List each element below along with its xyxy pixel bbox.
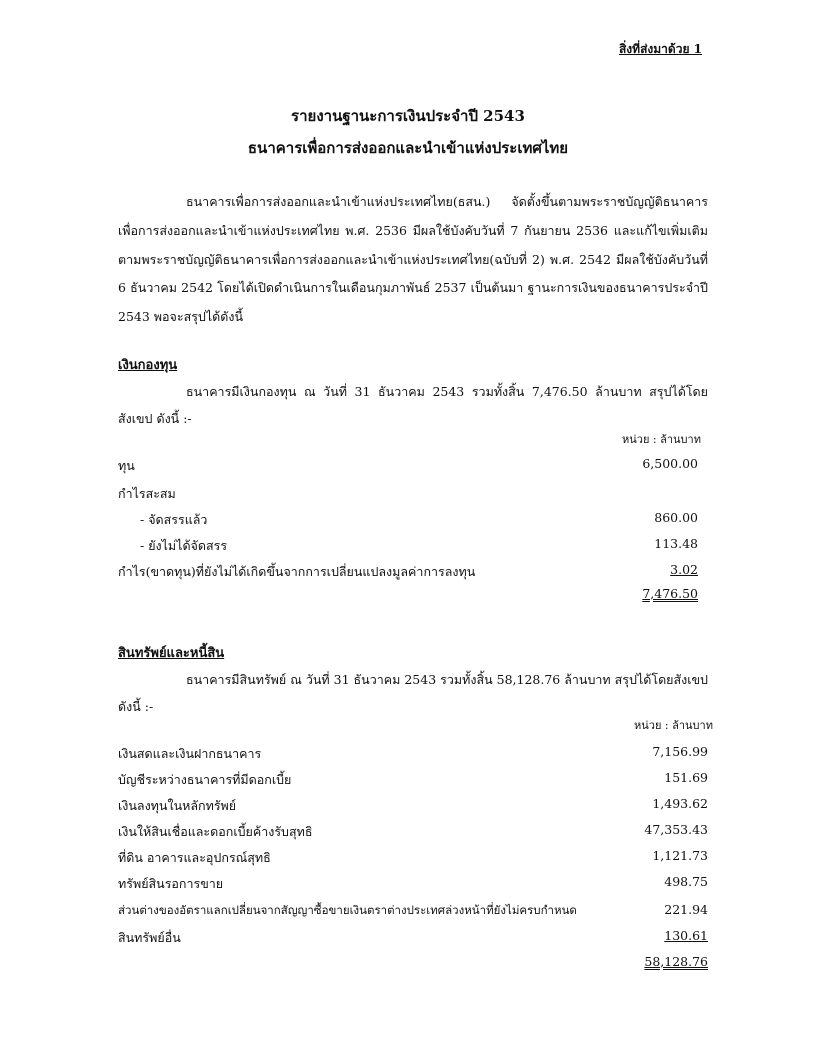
row-label: ส่วนต่างของอัตราแลกเปลี่ยนจากสัญญาซื้อขายเงินตราต่างประเทศล่วงหน้าที่ยังไม่ครบกำหนด <box>118 903 577 917</box>
row-label: เงินสดและเงินฝากธนาคาร <box>118 746 262 761</box>
capital-row <box>118 456 698 476</box>
capital-row <box>118 562 698 582</box>
row-label: - จัดสรรแล้ว <box>140 512 208 527</box>
capital-total-row <box>118 586 698 606</box>
attachment-label: สิ่งที่ส่งมาด้วย 1 <box>618 42 702 56</box>
row-label: เงินลงทุนในหลักทรัพย์ <box>118 798 237 813</box>
assets-unit: หน่วย : ล้านบาท <box>634 719 713 732</box>
assets-total: 58,128.76 <box>644 954 708 969</box>
row-value: 47,353.43 <box>644 822 708 837</box>
assets-total-row <box>118 954 708 974</box>
row-value: 860.00 <box>654 510 698 525</box>
row-value: 151.69 <box>664 770 708 785</box>
row-label: ทรัพย์สินรอการขาย <box>118 876 224 891</box>
row-value: 221.94 <box>664 902 708 917</box>
row-value: 1,121.73 <box>652 848 708 863</box>
capital-row <box>118 484 698 504</box>
bank-name-title: ธนาคารเพื่อการส่งออกและนำเข้าแห่งประเทศไทย <box>247 139 569 157</box>
row-value: 7,156.99 <box>652 744 708 759</box>
row-label: ทุน <box>118 458 135 473</box>
asset-row <box>118 874 708 894</box>
capital-row <box>118 510 698 530</box>
row-label: ที่ดิน อาคารและอุปกรณ์สุทธิ <box>118 850 271 865</box>
asset-row <box>118 796 708 816</box>
capital-heading: เงินกองทุน <box>118 358 178 373</box>
row-label: - ยังไม่ได้จัดสรร <box>140 538 228 553</box>
asset-row <box>118 744 708 764</box>
asset-row <box>118 822 708 842</box>
assets-lead: ธนาคารมีสินทรัพย์ ณ วันที่ 31 ธันวาคม 2543 รวมทั้งสิ้น 58,128.76 ล้านบาท สรุปได้โดยสังเขป ดังนี้ :- <box>118 672 708 714</box>
row-label: บัญชีระหว่างธนาคารที่มีดอกเบี้ย <box>118 772 292 787</box>
assets-heading: สินทรัพย์และหนี้สิน <box>118 646 225 661</box>
asset-row <box>118 848 708 868</box>
row-value: 498.75 <box>664 874 708 889</box>
row-label: สินทรัพย์อื่น <box>118 930 181 945</box>
intro-paragraph: ธนาคารเพื่อการส่งออกและนำเข้าแห่งประเทศไทย(ธสน.) จัดตั้งขึ้นตามพระราชบัญญัติธนาคารเพื่อการส่งออกและนำเข้าแห่งประเทศไทย พ.ศ. 2536 มีผลใช้บังคับวันที่ 7 กันยายน 2536 และแก้ไขเพิ่มเติม ตามพระราชบัญญัติธนาคารเพื่อการส่งออกและนำเข้าแห่งประเทศไทย(ฉบับที่ 2) พ.ศ. 2542 มีผลใช้บังคับวันที่ 6 ธันวาคม 2542 โดยได้เปิดดำเนินการในเดือนกุมภาพันธ์ 2537 เป็นต้นมา ฐานะการเงินของธนาคารประจำปี 2543 พอจะสรุปได้ดังนี้ <box>118 194 708 325</box>
report-title: รายงานฐานะการเงินประจำปี 2543 <box>291 107 525 125</box>
capital-unit: หน่วย : ล้านบาท <box>622 433 701 446</box>
row-label: กำไร(ขาดทุน)ที่ยังไม่ได้เกิดขึ้นจากการเปลี่ยนแปลงมูลค่าการลงทุน <box>118 564 476 579</box>
row-value: 1,493.62 <box>652 796 708 811</box>
row-label: กำไรสะสม <box>118 486 176 501</box>
row-value: 130.61 <box>664 928 708 943</box>
capital-lead: ธนาคารมีเงินกองทุน ณ วันที่ 31 ธันวาคม 2543 รวมทั้งสิ้น 7,476.50 ล้านบาท สรุปได้โดยสังเขป ดังนี้ :- <box>118 384 708 426</box>
row-value: 6,500.00 <box>642 456 698 471</box>
asset-row <box>118 770 708 790</box>
row-label: เงินให้สินเชื่อและดอกเบี้ยค้างรับสุทธิ <box>118 824 313 839</box>
asset-row <box>118 902 708 922</box>
capital-total: 7,476.50 <box>642 586 698 601</box>
capital-row <box>118 536 698 556</box>
row-value: 113.48 <box>654 536 698 551</box>
asset-row <box>118 928 708 948</box>
row-value: 3.02 <box>670 562 698 577</box>
